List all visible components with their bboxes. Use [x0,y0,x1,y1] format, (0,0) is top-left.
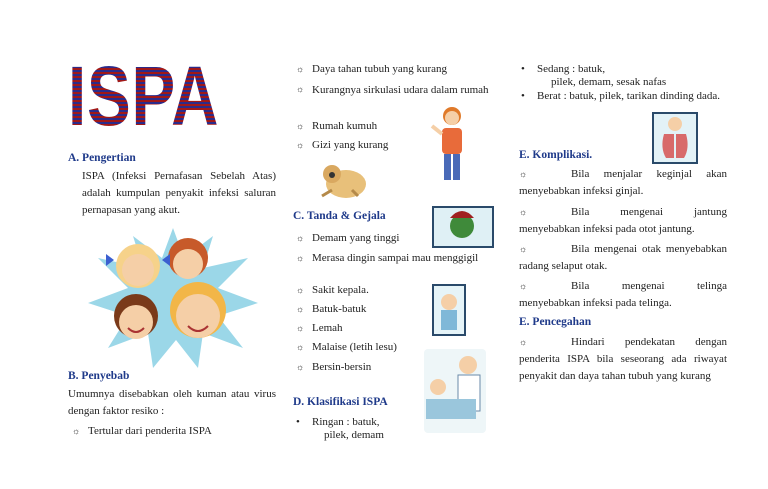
list-item: ☼ Batuk-batuk [296,303,367,315]
list-item-continued: pilek, demam, sesak nafas [551,76,667,88]
list-item: ☼ Bila mengenai jantung menyebabkan infeksi pada otot jantung. [519,206,727,235]
heading-komplikasi: E. Komplikasi. [519,149,593,161]
list-item: ☼ Merasa dingin sampai mau menggigil [296,252,479,264]
heading-pencegahan: E. Pencegahan [519,316,592,328]
list-item: • Ringan : batuk, [296,416,380,428]
heading-gejala: C. Tanda & Gejala [293,210,386,222]
sneezing-illustration [432,284,466,336]
list-item: ☼ Hindari pendekatan dengan penderita ISPA bila seseorang ada riwayat penyakit dan daya tahan tubuh yang kurang [519,336,727,382]
fever-illustration [432,206,494,248]
list-item: ☼ Tertular dari penderita ISPA [72,425,212,437]
list-item-continued: pilek, demam [324,429,384,441]
list-item: ☼ Bila menjalar keginjal akan menyebabkan infeksi ginjal. [519,168,727,197]
list-item: ☼ Demam yang tinggi [296,232,400,244]
sick-person-illustration [428,104,472,182]
page-title: ISPA [68,49,220,143]
heading-klasifikasi: D. Klasifikasi ISPA [293,396,388,408]
pengertian-text: ISPA (Infeksi Pernafasan Sebelah Atas) adalah kumpulan penyakit infeksi saluran pernapasan yang akut. [82,170,276,216]
list-item: ☼ Gizi yang kurang [296,139,389,151]
list-item: ☼ Bersin-bersin [296,361,372,373]
list-item: ☼ Bila mengenai telinga menyebabkan infeksi pada telinga. [519,280,727,309]
dog-illustration [318,160,374,204]
list-item: ☼ Malaise (letih lesu) [296,341,397,353]
list-item: ☼ Sakit kepala. [296,284,369,296]
heading-penyebab: B. Penyebab [68,370,130,382]
list-item: • Sedang : batuk, [521,63,606,75]
list-item: ☼ Kurangnya sirkulasi udara dalam rumah [296,84,489,96]
lungs-illustration [652,112,698,164]
list-item: ☼ Daya tahan tubuh yang kurang [296,63,448,75]
list-item: • Berat : batuk, pilek, tarikan dinding dada. [521,90,720,102]
doctor-patient-illustration [420,345,492,437]
list-item: ☼ Lemah [296,322,343,334]
children-illustration [88,228,258,368]
list-item: ☼ Rumah kumuh [296,120,378,132]
list-item: ☼ Bila mengenai otak menyebabkan radang selaput otak. [519,243,727,272]
heading-pengertian: A. Pengertian [68,152,136,164]
penyebab-text: Umumnya disebabkan oleh kuman atau virus dengan faktor resiko : [68,388,276,417]
